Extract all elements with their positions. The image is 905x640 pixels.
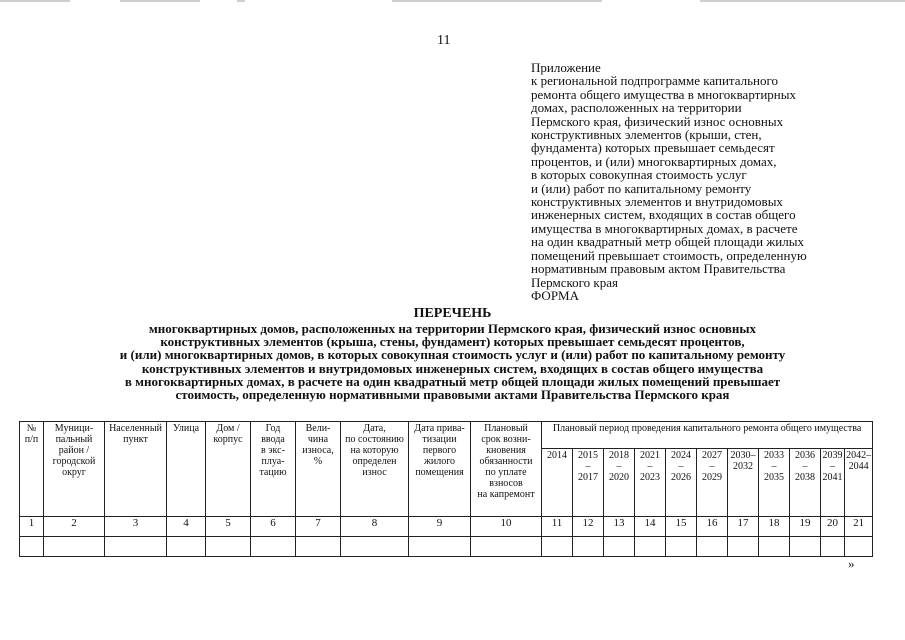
column-header-line: срок возни- [481, 434, 531, 445]
column-header-line: Дата прива- [414, 423, 465, 434]
appendix-line: к региональной подпрограмме капитального [531, 73, 779, 89]
empty-cell [542, 537, 573, 557]
subtitle-line: конструктивных элементов (крыша, стены, фундамент) которых превышает семьдесят процентов, [160, 334, 745, 350]
column-header-line: кновения [486, 445, 526, 456]
column-header-line: Вели- [305, 423, 331, 434]
year-column-header [759, 448, 790, 516]
empty-cell [296, 537, 341, 557]
subtitle-line: конструктивных элементов и внутридомовых инженерных систем, входящих в состав общего имущества [141, 360, 764, 376]
column-header [20, 422, 44, 517]
year-header-line: 2036 [795, 449, 815, 461]
column-number: 5 [206, 517, 251, 537]
empty-cell [845, 537, 873, 557]
year-column-header [697, 448, 728, 516]
year-header-line: – [647, 460, 653, 472]
year-column-header [604, 448, 635, 516]
year-header-line: 2033 [764, 449, 784, 461]
empty-cell [573, 537, 604, 557]
column-header-line: Муници- [54, 423, 94, 434]
empty-cell [409, 537, 471, 557]
column-number: 18 [759, 517, 790, 537]
appendix-line: фундамента) которых превышает семьдесят [531, 140, 775, 156]
empty-cell [20, 537, 44, 557]
empty-cell [697, 537, 728, 557]
column-number: 6 [251, 517, 296, 537]
appendix-line: ремонта общего имущества в многоквартирных [531, 86, 796, 102]
empty-cell [759, 537, 790, 557]
year-header-line: – [771, 460, 777, 472]
year-header-line: 2035 [764, 471, 784, 483]
column-header-line: корпус [213, 434, 243, 445]
column-header-line: Дата, [363, 423, 386, 434]
year-header-line: 2041 [822, 471, 843, 483]
column-header-line: пальный [55, 434, 93, 445]
appendix-line: и (или) работ по капитальному ремонту [531, 180, 752, 196]
empty-cell [666, 537, 697, 557]
year-header-line: – [616, 460, 622, 472]
year-header-line: – [585, 460, 591, 472]
scan-artifact-line [0, 0, 70, 2]
empty-cell [44, 537, 105, 557]
column-header [296, 422, 341, 517]
column-header [251, 422, 296, 517]
column-number: 17 [728, 517, 759, 537]
scan-artifact-line [237, 0, 245, 2]
year-header-line: 2014 [547, 449, 567, 461]
subtitle-line: и (или) многоквартирных домов, в которых совокупная стоимость услуг и (или) работ по капитальному ремонту [119, 347, 786, 363]
column-header-line: городской [52, 456, 96, 467]
year-column-header [666, 448, 697, 516]
column-header-line: чина [307, 434, 329, 445]
appendix-line: Пермского края [531, 274, 618, 290]
column-number: 13 [604, 517, 635, 537]
year-column-header [728, 448, 759, 516]
column-number: 19 [790, 517, 821, 537]
year-column-header [573, 448, 604, 516]
column-header-line: по состоянию [345, 434, 404, 445]
year-header-line: 2017 [578, 471, 598, 483]
column-number: 20 [821, 517, 845, 537]
scan-artifact-line [700, 0, 905, 2]
column-number: 9 [409, 517, 471, 537]
column-header-line: помещения [415, 467, 464, 478]
column-header-line: № [26, 423, 37, 434]
column-header [409, 422, 471, 517]
column-number: 11 [542, 517, 573, 537]
year-header-line: 2015 [578, 449, 598, 461]
empty-cell [167, 537, 206, 557]
column-header-line: определен [352, 456, 397, 467]
column-header-line: Дом / [216, 423, 240, 434]
scan-artifact-line [120, 0, 200, 2]
appendix-line: домах, расположенных на территории [531, 100, 742, 116]
column-header-line: на которую [350, 445, 399, 456]
column-header-line: жилого [423, 456, 456, 467]
column-number: 12 [573, 517, 604, 537]
year-header-line: – [830, 460, 835, 472]
column-header-line: Населенный [109, 423, 162, 434]
column-header-line: износа, [302, 445, 334, 456]
column-number: 14 [635, 517, 666, 537]
column-header [105, 422, 167, 517]
column-numbers-row [20, 517, 873, 537]
column-header-line: по уплате [485, 467, 527, 478]
empty-cell [635, 537, 666, 557]
year-header-line: 2044 [848, 460, 869, 472]
scan-artifact-line [392, 0, 602, 2]
column-header-line: район / [58, 445, 90, 456]
year-header-line: 2021 [640, 449, 660, 461]
page-number: 11 [437, 33, 451, 48]
column-number: 4 [167, 517, 206, 537]
year-header-line: – [678, 460, 684, 472]
year-header-line: 2020 [609, 471, 629, 483]
year-column-header [845, 448, 873, 516]
buildings-list-table [19, 421, 873, 557]
document-title: ПЕРЕЧЕНЬ [413, 306, 492, 321]
column-header-line: п/п [24, 434, 39, 445]
column-number: 8 [341, 517, 409, 537]
column-number: 1 [20, 517, 44, 537]
appendix-line: нормативным правовым актом Правительства [531, 261, 786, 277]
appendix-line: на один квадратный метр общей площади жилых [531, 234, 804, 250]
appendix-block [531, 61, 871, 289]
empty-cell [728, 537, 759, 557]
year-column-header [790, 448, 821, 516]
appendix-line: инженерных систем, входящих в состав общего [531, 207, 796, 223]
column-number: 16 [697, 517, 728, 537]
appendix-line: конструктивных элементов (крыши, стен, [531, 127, 762, 143]
empty-cell [790, 537, 821, 557]
empty-cell [471, 537, 542, 557]
year-header-line: 2027 [702, 449, 722, 461]
appendix-line: помещений превышает стоимость, определенную [531, 247, 807, 263]
year-header-line: – [709, 460, 715, 472]
column-number: 2 [44, 517, 105, 537]
appendix-line: конструктивных элементов и внутридомовых [531, 194, 783, 210]
year-header-line: 2026 [671, 471, 691, 483]
year-header-line: 2023 [640, 471, 660, 483]
column-header-line: ввода [261, 434, 285, 445]
column-header-line: плуа- [261, 456, 285, 467]
column-header-line: износ [362, 467, 387, 478]
year-header-line: 2029 [702, 471, 722, 483]
column-header [167, 422, 206, 517]
year-header-line: 2038 [795, 471, 815, 483]
subtitle-line: в многоквартирных домах, в расчете на один квадратный метр общей площади жилых помещений превышает [124, 373, 781, 389]
subtitle-line: стоимость, определенную нормативными правовыми актами Правительства Пермского края [175, 387, 730, 403]
table-row [20, 537, 873, 557]
column-header-line: обязанности [479, 456, 533, 467]
year-column-header [635, 448, 666, 516]
column-header-line: Плановый [484, 423, 528, 434]
column-header-line: взносов [489, 478, 523, 489]
column-header-line: пункт [123, 434, 148, 445]
empty-cell [251, 537, 296, 557]
column-number: 21 [845, 517, 873, 537]
appendix-line: Приложение [531, 60, 601, 75]
empty-cell [604, 537, 635, 557]
column-header [341, 422, 409, 517]
column-header [206, 422, 251, 517]
column-header-line: на капремонт [477, 489, 535, 500]
year-header-line: 2039 [822, 449, 843, 461]
year-header-line: 2042– [846, 449, 872, 461]
column-header-line: % [313, 456, 323, 467]
table-header-row [20, 422, 873, 449]
year-header-line: 2032 [733, 460, 753, 472]
year-column-header [542, 448, 573, 516]
year-header-line: 2018 [609, 449, 629, 461]
column-header [471, 422, 542, 517]
period-header: Плановый период проведения капитального ремонта общего имущества [542, 422, 873, 449]
empty-cell [821, 537, 845, 557]
empty-cell [206, 537, 251, 557]
appendix-line: имущества в многоквартирных домах, в расчете [531, 220, 798, 236]
year-header-line: 2030– [730, 449, 756, 461]
column-header-line: тацию [259, 467, 287, 478]
column-header-line: первого [422, 445, 457, 456]
column-header-line: Год [265, 423, 281, 434]
form-label: ФОРМА [531, 288, 579, 303]
column-number: 3 [105, 517, 167, 537]
column-number: 7 [296, 517, 341, 537]
empty-cell [105, 537, 167, 557]
column-number: 15 [666, 517, 697, 537]
column-header-line: округ [62, 467, 86, 478]
empty-cell [341, 537, 409, 557]
appendix-line: в которых совокупная стоимость услуг [531, 167, 747, 183]
subtitle-line: многоквартирных домов, расположенных на территории Пермского края, физический износ основных [148, 321, 757, 336]
year-header-line: 2024 [671, 449, 691, 461]
year-header-line: – [802, 460, 808, 472]
column-header-line: Улица [172, 423, 200, 434]
column-header-line: в экс- [261, 445, 285, 456]
column-header [44, 422, 105, 517]
column-number: 10 [471, 517, 542, 537]
document-subtitle [0, 322, 905, 401]
appendix-line: процентов, и (или) многоквартирных домах, [531, 153, 777, 169]
appendix-line: Пермского края, физический износ основных [531, 113, 784, 129]
column-header-line: тизации [422, 434, 457, 445]
continuation-mark: » [848, 556, 855, 571]
year-column-header [821, 448, 845, 516]
